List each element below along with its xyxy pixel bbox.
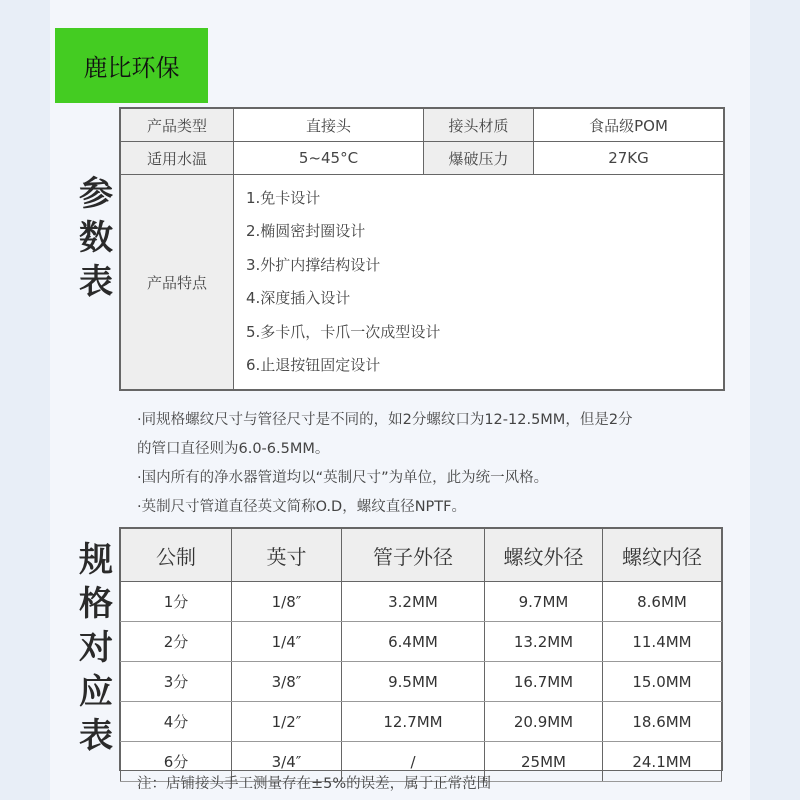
params-title-char: 数 bbox=[79, 218, 113, 258]
param-value: 食品级POM bbox=[534, 109, 724, 142]
table-cell: 9.5MM bbox=[342, 662, 485, 702]
column-header: 英寸 bbox=[232, 529, 342, 582]
spec-title-char: 表 bbox=[79, 716, 113, 756]
brand-name: 鹿比环保 bbox=[83, 54, 180, 82]
table-cell: 1/2″ bbox=[232, 702, 342, 742]
column-header: 管子外径 bbox=[342, 529, 485, 582]
column-header: 螺纹内径 bbox=[603, 529, 722, 582]
table-cell: 13.2MM bbox=[485, 622, 603, 662]
table-cell: 9.7MM bbox=[485, 582, 603, 622]
param-label: 适用水温 bbox=[121, 142, 234, 175]
notes bbox=[137, 406, 727, 522]
param-label: 产品类型 bbox=[121, 109, 234, 142]
table-cell: 1分 bbox=[121, 582, 232, 622]
table-cell: 12.7MM bbox=[342, 702, 485, 742]
column-header: 公制 bbox=[121, 529, 232, 582]
table-cell: 4分 bbox=[121, 702, 232, 742]
table-cell: 3/4″ bbox=[232, 742, 342, 782]
spec-title-char: 应 bbox=[79, 672, 113, 712]
note-line: ·国内所有的净水器管道均以“英制尺寸”为单位，此为统一风格。 bbox=[137, 470, 549, 486]
table-row bbox=[121, 702, 722, 742]
params-title bbox=[76, 172, 116, 304]
features-list bbox=[234, 175, 724, 390]
table-cell: 11.4MM bbox=[603, 622, 722, 662]
spec-title-char: 规 bbox=[79, 540, 113, 580]
list-item: 3.外扩内撑结构设计 bbox=[246, 255, 381, 274]
param-label: 爆破压力 bbox=[424, 142, 534, 175]
table-cell: 18.6MM bbox=[603, 702, 722, 742]
table-cell: 3.2MM bbox=[342, 582, 485, 622]
table-cell: 3/8″ bbox=[232, 662, 342, 702]
list-item: 6.止退按钮固定设计 bbox=[246, 356, 381, 374]
note-line: 的管口直径则为6.0-6.5MM。 bbox=[137, 441, 330, 457]
param-label: 接头材质 bbox=[424, 109, 534, 142]
table-cell: 6分 bbox=[121, 742, 232, 782]
table-row bbox=[121, 622, 722, 662]
features-label: 产品特点 bbox=[121, 175, 234, 390]
list-item: 2.椭圆密封圈设计 bbox=[246, 222, 366, 240]
footnote: 注：店铺接头手工测量存在±5%的误差，属于正常范围 bbox=[137, 776, 492, 792]
spec-table bbox=[119, 527, 723, 771]
table-cell: 1/8″ bbox=[232, 582, 342, 622]
table-row bbox=[121, 582, 722, 622]
table-row bbox=[121, 142, 724, 175]
param-value: 27KG bbox=[534, 142, 724, 175]
table-cell: 8.6MM bbox=[603, 582, 722, 622]
table-row bbox=[121, 109, 724, 142]
table-cell: 1/4″ bbox=[232, 622, 342, 662]
spec-title-char: 格 bbox=[79, 584, 113, 624]
list-item: 1.免卡设计 bbox=[246, 188, 321, 207]
params-table bbox=[119, 107, 725, 391]
note-line: ·同规格螺纹尺寸与管径尺寸是不同的，如2分螺纹口为12-12.5MM，但是2分 bbox=[137, 412, 633, 428]
params-title-char: 表 bbox=[79, 262, 113, 302]
table-header-row bbox=[121, 529, 722, 582]
table-cell: 20.9MM bbox=[485, 702, 603, 742]
right-margin bbox=[750, 0, 800, 800]
table-cell: 6.4MM bbox=[342, 622, 485, 662]
spec-title-char: 对 bbox=[79, 628, 113, 668]
param-value: 直接头 bbox=[234, 109, 424, 142]
table-cell: 2分 bbox=[121, 622, 232, 662]
table-cell: 15.0MM bbox=[603, 662, 722, 702]
table-row bbox=[121, 662, 722, 702]
params-title-char: 参 bbox=[79, 174, 113, 214]
param-value: 5~45°C bbox=[234, 142, 424, 175]
table-cell: / bbox=[342, 742, 485, 782]
table-row bbox=[121, 175, 724, 390]
table-cell: 25MM bbox=[485, 742, 603, 782]
table-cell: 24.1MM bbox=[603, 742, 722, 782]
note-line: ·英制尺寸管道直径英文简称O.D，螺纹直径NPTF。 bbox=[137, 499, 466, 515]
table-cell: 16.7MM bbox=[485, 662, 603, 702]
list-item: 4.深度插入设计 bbox=[246, 289, 351, 307]
list-item: 5.多卡爪，卡爪一次成型设计 bbox=[246, 322, 441, 341]
spec-title bbox=[76, 538, 116, 758]
table-cell: 3分 bbox=[121, 662, 232, 702]
column-header: 螺纹外径 bbox=[485, 529, 603, 582]
left-margin bbox=[0, 0, 50, 800]
brand-badge bbox=[55, 28, 208, 103]
